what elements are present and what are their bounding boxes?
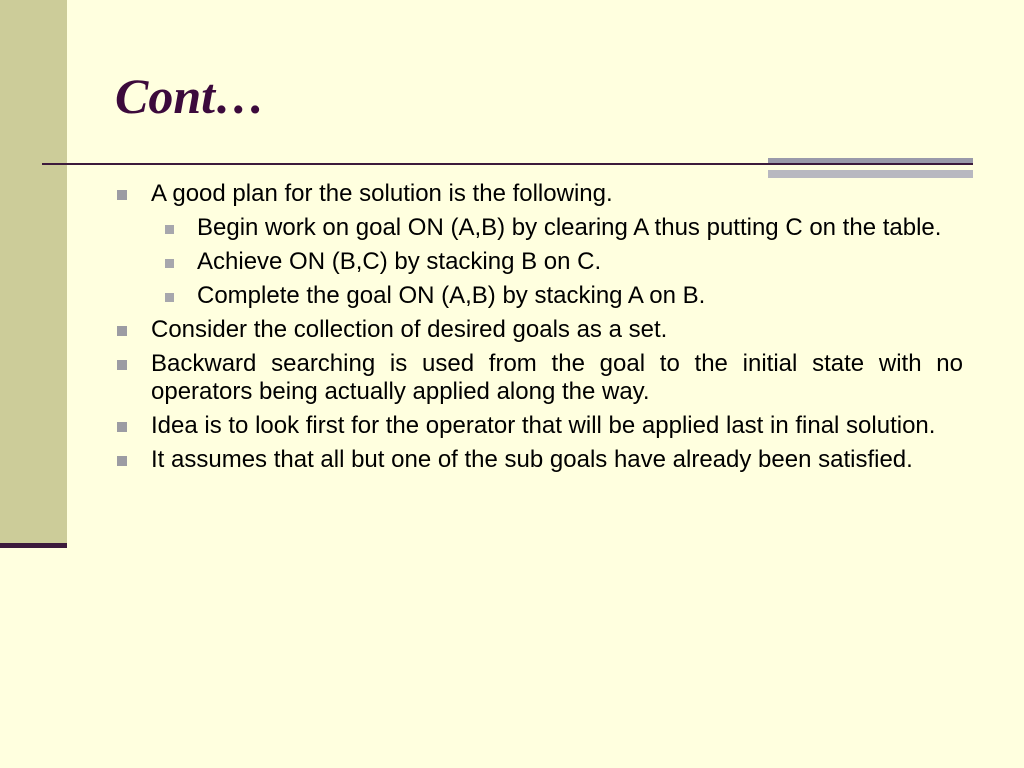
bullet-text: A good plan for the solution is the following. xyxy=(151,180,613,207)
bullet-list xyxy=(114,180,963,480)
bullet-text: Consider the collection of desired goals as a set. xyxy=(151,316,668,343)
divider-accent-bottom xyxy=(768,170,973,178)
bullet-item xyxy=(114,412,963,440)
square-bullet-icon xyxy=(117,456,127,466)
bullet-text: Idea is to look first for the operator that will be applied last in final solution. xyxy=(151,412,936,439)
bullet-text: Complete the goal ON (A,B) by stacking A on B. xyxy=(197,282,706,309)
bullet-text: It assumes that all but one of the sub goals have already been satisfied. xyxy=(151,446,913,473)
square-bullet-icon xyxy=(165,225,174,234)
square-bullet-icon xyxy=(165,259,174,268)
bullet-item xyxy=(114,180,963,208)
side-decoration-bar xyxy=(0,0,67,546)
bullet-item xyxy=(114,446,963,474)
slide-title: Cont… xyxy=(115,68,266,124)
bullet-text: Backward searching is used from the goal to the initial state with no operators being actually applied along the way. xyxy=(151,350,963,405)
sub-bullet-item xyxy=(162,248,963,276)
sub-bullet-item xyxy=(162,282,963,310)
side-decoration-base-line xyxy=(0,543,67,548)
title-divider xyxy=(42,163,973,165)
square-bullet-icon xyxy=(117,360,127,370)
sub-bullet-item xyxy=(162,214,963,242)
square-bullet-icon xyxy=(117,326,127,336)
bullet-text: Begin work on goal ON (A,B) by clearing A thus putting C on the table. xyxy=(197,214,942,241)
square-bullet-icon xyxy=(165,293,174,302)
bullet-text: Achieve ON (B,C) by stacking B on C. xyxy=(197,248,602,275)
square-bullet-icon xyxy=(117,190,127,200)
bullet-item xyxy=(114,350,963,406)
bullet-item xyxy=(114,316,963,344)
square-bullet-icon xyxy=(117,422,127,432)
divider-accent-top xyxy=(768,158,973,163)
